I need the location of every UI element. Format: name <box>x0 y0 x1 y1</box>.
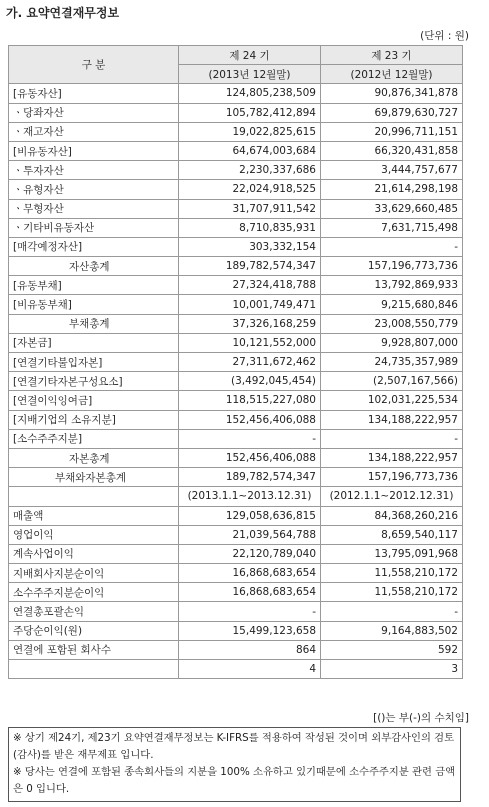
value-23: - <box>321 429 463 448</box>
value-23: 13,795,091,968 <box>321 544 463 563</box>
unit-label: (단위 : 원) <box>420 30 469 42</box>
value-23: 20,996,711,151 <box>321 122 463 141</box>
header-date-23: (2012년 12월말) <box>321 65 463 84</box>
value-23: 69,879,630,727 <box>321 103 463 122</box>
value-23: (2,507,167,566) <box>321 372 463 391</box>
table-row <box>9 448 463 467</box>
table-row <box>9 525 463 544</box>
table-row <box>9 257 463 276</box>
value-24: 27,311,672,462 <box>179 353 321 372</box>
table-row <box>9 333 463 352</box>
table-row <box>9 660 463 679</box>
table-row <box>9 199 463 218</box>
row-label: ㆍ재고자산 <box>9 122 179 141</box>
value-23: 90,876,341,878 <box>321 84 463 103</box>
row-label: ㆍ유형자산 <box>9 180 179 199</box>
value-23: 157,196,773,736 <box>321 468 463 487</box>
value-24: 16,868,683,654 <box>179 583 321 602</box>
row-label: ㆍ기타비유동자산 <box>9 218 179 237</box>
value-24: 16,868,683,654 <box>179 564 321 583</box>
table-row <box>9 103 463 122</box>
table-row <box>9 314 463 333</box>
value-23: 21,614,298,198 <box>321 180 463 199</box>
value-24: 31,707,911,542 <box>179 199 321 218</box>
value-23: 3 <box>321 660 463 679</box>
table-row <box>9 391 463 410</box>
row-label: [유동자산] <box>9 84 179 103</box>
row-label: 연결에 포함된 회사수 <box>9 640 179 659</box>
value-24: 864 <box>179 640 321 659</box>
period-23: (2012.1.1~2012.12.31) <box>321 487 463 506</box>
value-24: - <box>179 602 321 621</box>
value-23: - <box>321 602 463 621</box>
row-label: [연결이익잉여금] <box>9 391 179 410</box>
table-row <box>9 468 463 487</box>
footnote-box <box>8 727 461 802</box>
value-23: 7,631,715,498 <box>321 218 463 237</box>
table-row <box>9 141 463 160</box>
value-24: 2,230,337,686 <box>179 161 321 180</box>
row-label: 소수주주지분순이익 <box>9 583 179 602</box>
row-label: [자본금] <box>9 333 179 352</box>
table-row <box>9 84 463 103</box>
row-label: 연결총포괄손익 <box>9 602 179 621</box>
value-24: 4 <box>179 660 321 679</box>
footnote: ※ 상기 제24기, 제23기 요약연결재무정보는 K-IFRS를 적용하여 작성된 것이며 외부감사인의 검토(감사)를 받은 재무제표 입니다. <box>13 732 455 761</box>
value-23: 8,659,540,117 <box>321 525 463 544</box>
value-23: 134,188,222,957 <box>321 410 463 429</box>
row-label: 계속사업이익 <box>9 544 179 563</box>
value-23: 23,008,550,779 <box>321 314 463 333</box>
value-24: 118,515,227,080 <box>179 391 321 410</box>
period-24: (2013.1.1~2013.12.31) <box>179 487 321 506</box>
table-row <box>9 621 463 640</box>
value-23: 11,558,210,172 <box>321 583 463 602</box>
header-date-24: (2013년 12월말) <box>179 65 321 84</box>
value-23: 11,558,210,172 <box>321 564 463 583</box>
table-row <box>9 295 463 314</box>
footnote: ※ 당사는 연결에 포함된 종속회사들의 지분을 100% 소유하고 있기때문에 소수주주지분 관련 금액은 0 입니다. <box>13 766 456 795</box>
table-row <box>9 161 463 180</box>
value-23: 13,792,869,933 <box>321 276 463 295</box>
table-row <box>9 218 463 237</box>
value-24: 21,039,564,788 <box>179 525 321 544</box>
value-24: 189,782,574,347 <box>179 468 321 487</box>
value-24: 10,001,749,471 <box>179 295 321 314</box>
row-label: ㆍ무형자산 <box>9 199 179 218</box>
value-24: 8,710,835,931 <box>179 218 321 237</box>
value-23: 134,188,222,957 <box>321 448 463 467</box>
value-24: 124,805,238,509 <box>179 84 321 103</box>
row-label: 매출액 <box>9 506 179 525</box>
row-label <box>9 660 179 679</box>
table-row <box>9 410 463 429</box>
table-row <box>9 237 463 256</box>
value-23: 9,215,680,846 <box>321 295 463 314</box>
value-23: 592 <box>321 640 463 659</box>
value-24: 19,022,825,615 <box>179 122 321 141</box>
row-label: 자산총계 <box>9 257 179 276</box>
value-23: 84,368,260,216 <box>321 506 463 525</box>
value-24: 129,058,636,815 <box>179 506 321 525</box>
empty-cell <box>9 487 179 506</box>
table-header-row <box>9 46 463 65</box>
value-24: 37,326,168,259 <box>179 314 321 333</box>
table-row <box>9 353 463 372</box>
header-period-23: 제 23 기 <box>321 46 463 65</box>
value-23: - <box>321 237 463 256</box>
table-row <box>9 640 463 659</box>
table-row <box>9 583 463 602</box>
table-row <box>9 429 463 448</box>
table-row <box>9 564 463 583</box>
value-23: 9,928,807,000 <box>321 333 463 352</box>
row-label: ㆍ당좌자산 <box>9 103 179 122</box>
period-row <box>9 487 463 506</box>
value-24: (3,492,045,454) <box>179 372 321 391</box>
value-24: 27,324,418,788 <box>179 276 321 295</box>
value-24: 22,024,918,525 <box>179 180 321 199</box>
row-label: 주당순이익(원) <box>9 621 179 640</box>
table-row <box>9 180 463 199</box>
value-24: 152,456,406,088 <box>179 410 321 429</box>
value-24: 303,332,154 <box>179 237 321 256</box>
row-label: [연결기타불입자본] <box>9 353 179 372</box>
financial-summary-table <box>8 45 463 679</box>
row-label: [연결기타자본구성요소] <box>9 372 179 391</box>
value-23: 157,196,773,736 <box>321 257 463 276</box>
row-label: 지배회사지분순이익 <box>9 564 179 583</box>
value-23: 24,735,357,989 <box>321 353 463 372</box>
value-24: 64,674,003,684 <box>179 141 321 160</box>
value-23: 33,629,660,485 <box>321 199 463 218</box>
row-label: [매각예정자산] <box>9 237 179 256</box>
value-24: 152,456,406,088 <box>179 448 321 467</box>
table-row <box>9 276 463 295</box>
table-row <box>9 122 463 141</box>
table-row <box>9 372 463 391</box>
table-row <box>9 544 463 563</box>
row-label: 부채총계 <box>9 314 179 333</box>
value-24: 189,782,574,347 <box>179 257 321 276</box>
row-label: [소수주주지분] <box>9 429 179 448</box>
table-row <box>9 602 463 621</box>
row-label: 영업이익 <box>9 525 179 544</box>
row-label: [비유동부채] <box>9 295 179 314</box>
section-title: 가. 요약연결재무정보 <box>6 6 120 20</box>
value-24: - <box>179 429 321 448</box>
value-23: 9,164,883,502 <box>321 621 463 640</box>
row-label: [비유동자산] <box>9 141 179 160</box>
value-24: 10,121,552,000 <box>179 333 321 352</box>
row-label: [지배기업의 소유지분] <box>9 410 179 429</box>
value-24: 15,499,123,658 <box>179 621 321 640</box>
table-row <box>9 506 463 525</box>
header-category: 구 분 <box>9 46 179 84</box>
value-24: 22,120,789,040 <box>179 544 321 563</box>
header-period-24: 제 24 기 <box>179 46 321 65</box>
value-23: 102,031,225,534 <box>321 391 463 410</box>
row-label: [유동부채] <box>9 276 179 295</box>
row-label: 부채와자본총계 <box>9 468 179 487</box>
row-label: ㆍ투자자산 <box>9 161 179 180</box>
value-23: 66,320,431,858 <box>321 141 463 160</box>
row-label: 자본총계 <box>9 448 179 467</box>
negative-value-note: [()는 부(-)의 수치임] <box>373 712 469 724</box>
value-24: 105,782,412,894 <box>179 103 321 122</box>
value-23: 3,444,757,677 <box>321 161 463 180</box>
